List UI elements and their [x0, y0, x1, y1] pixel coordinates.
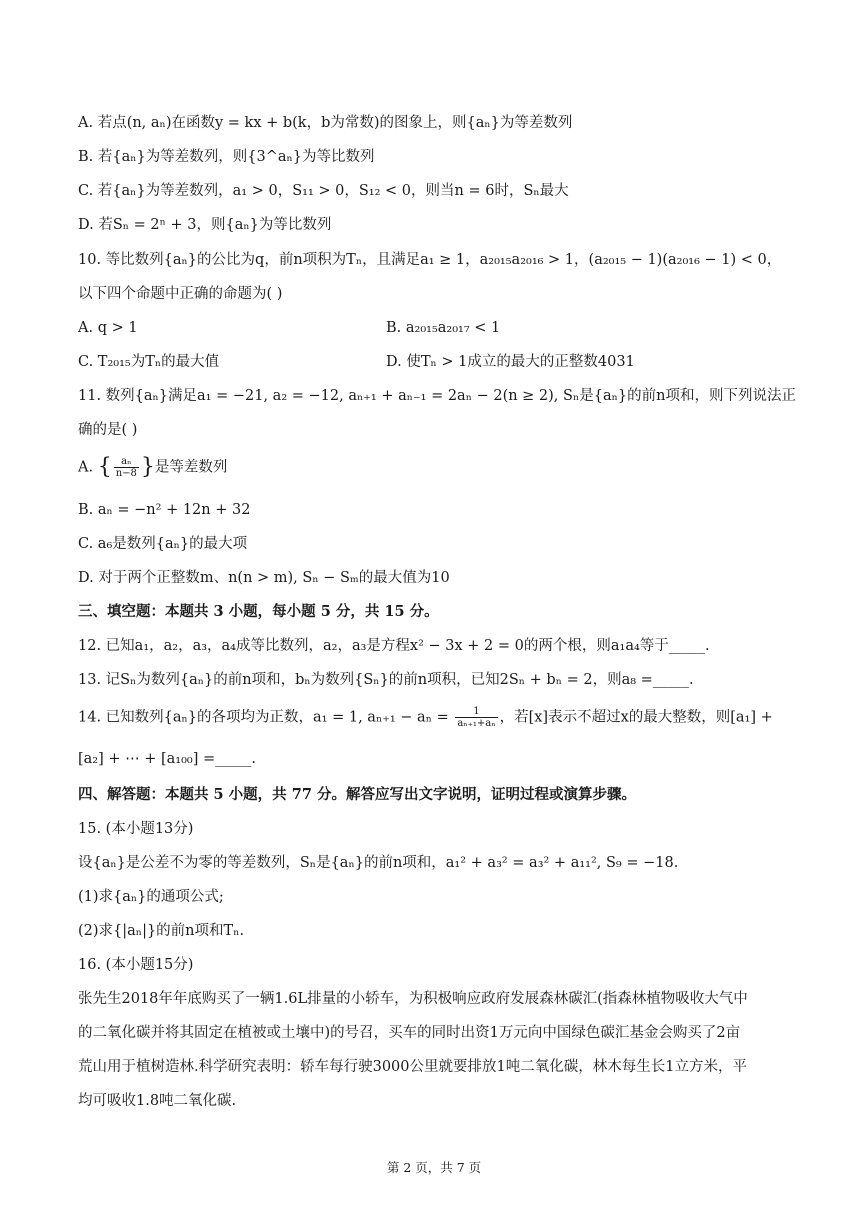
q9-option-a: A. 若点(n, aₙ)在函数y = kx + b(k，b为常数)的图象上，则{aₙ}为等差数列 [78, 115, 573, 131]
q15-stem: 设{aₙ}是公差不为零的等差数列，Sₙ是{aₙ}的前n项和，a₁² + a₃² = a₃² + a₁₁², S₉ = −18. [78, 855, 679, 871]
section-3-heading: 三、填空题：本题共 3 小题，每小题 5 分，共 15 分。 [78, 603, 439, 620]
q10-option-d: D. 使Tₙ > 1成立的最大的正整数4031 [386, 354, 635, 370]
q16-line4: 均可吸收1.8吨二氧化碳. [78, 1093, 237, 1109]
q16-line3: 荒山用于植树造林.科学研究表明：轿车每行驶3000公里就要排放1吨二氧化碳，林木每生长1立方米，平 [78, 1059, 747, 1075]
q16-title: 16. (本小题15分) [78, 957, 194, 973]
q11-stem-line2: 确的是( ) [78, 422, 138, 438]
q9-option-b: B. 若{aₙ}为等差数列，则{3^aₙ}为等比数列 [78, 149, 375, 165]
q13: 13. 记Sₙ为数列{aₙ}的前n项和，bₙ为数列{Sₙ}的前n项积，已知2Sₙ + bₙ = 2，则a₈ =_____. [78, 672, 694, 688]
q11-stem-line1: 11. 数列{aₙ}满足a₁ = −21, a₂ = −12, aₙ₊₁ + aₙ₋₁ = 2aₙ − 2(n ≥ 2), Sₙ是{aₙ}的前n项和，则下列说法正 [78, 388, 796, 404]
q15-part1: (1)求{aₙ}的通项公式; [78, 889, 224, 905]
q11-option-a-suffix: 是等差数列 [154, 459, 228, 476]
q9-option-c: C. 若{aₙ}为等差数列，a₁ > 0，S₁₁ > 0，S₁₂ < 0，则当n = 6时，Sₙ最大 [78, 183, 569, 199]
q16-line1: 张先生2018年年底购买了一辆1.6L排量的小轿车，为积极响应政府发展森林碳汇(指森林植物吸收大气中 [78, 991, 748, 1007]
q16-line2: 的二氧化碳并将其固定在植被或土壤中)的号召，买车的同时出资1万元向中国绿色碳汇基金会购买了2亩 [78, 1025, 741, 1041]
q10-option-a: A. q > 1 [78, 320, 138, 336]
q14-line1 [78, 706, 773, 729]
fraction-denominator: aₙ₊₁+aₙ [457, 718, 496, 729]
q14-part1: 14. 已知数列{aₙ}的各项均为正数，a₁ = 1, aₙ₊₁ − aₙ = [78, 709, 449, 726]
q14-line2: [a₂] + ⋯ + [a₁₀₀] =_____. [78, 751, 257, 767]
fraction-denominator: n−8 [115, 468, 137, 479]
q15-title: 15. (本小题13分) [78, 821, 194, 837]
page-footer: 第 2 页，共 7 页 [386, 1160, 482, 1175]
q14-fraction [455, 706, 497, 729]
fraction-numerator: 1 [455, 706, 497, 718]
q11-option-b: B. aₙ = −n² + 12n + 32 [78, 502, 251, 518]
q11-option-d: D. 对于两个正整数m、n(n > m), Sₙ − Sₘ的最大值为10 [78, 570, 450, 586]
left-brace: { [97, 454, 112, 480]
q12: 12. 已知a₁，a₂，a₃，a₄成等比数列，a₂，a₃是方程x² − 3x + 2 = 0的两个根，则a₁a₄等于_____. [78, 638, 710, 654]
q9-option-d: D. 若Sₙ = 2ⁿ + 3，则{aₙ}为等比数列 [78, 217, 332, 233]
q11-option-c: C. a₆是数列{aₙ}的最大项 [78, 536, 248, 552]
fraction-numerator: aₙ [114, 456, 139, 468]
q10-option-b: B. a₂₀₁₅a₂₀₁₇ < 1 [386, 320, 501, 336]
right-brace: } [140, 454, 155, 480]
q11-option-a-fraction [114, 456, 139, 479]
q15-part2: (2)求{|aₙ|}的前n项和Tₙ. [78, 923, 245, 939]
q11-option-a [78, 456, 227, 479]
q14-part2: ，若[x]表示不超过x的最大整数，则[a₁] + [499, 709, 773, 726]
section-4-heading: 四、解答题：本题共 5 小题，共 77 分。解答应写出文字说明，证明过程或演算步骤。 [78, 786, 636, 803]
q10-stem-line1: 10. 等比数列{aₙ}的公比为q，前n项积为Tₙ，且满足a₁ ≥ 1，a₂₀₁₅a₂₀₁₆ > 1，(a₂₀₁₅ − 1)(a₂₀₁₆ − 1) < 0， [78, 252, 782, 268]
q11-option-a-prefix: A. [78, 459, 94, 476]
q10-stem-line2: 以下四个命题中正确的命题为( ) [78, 286, 283, 302]
q10-option-c: C. T₂₀₁₅为Tₙ的最大值 [78, 354, 220, 370]
